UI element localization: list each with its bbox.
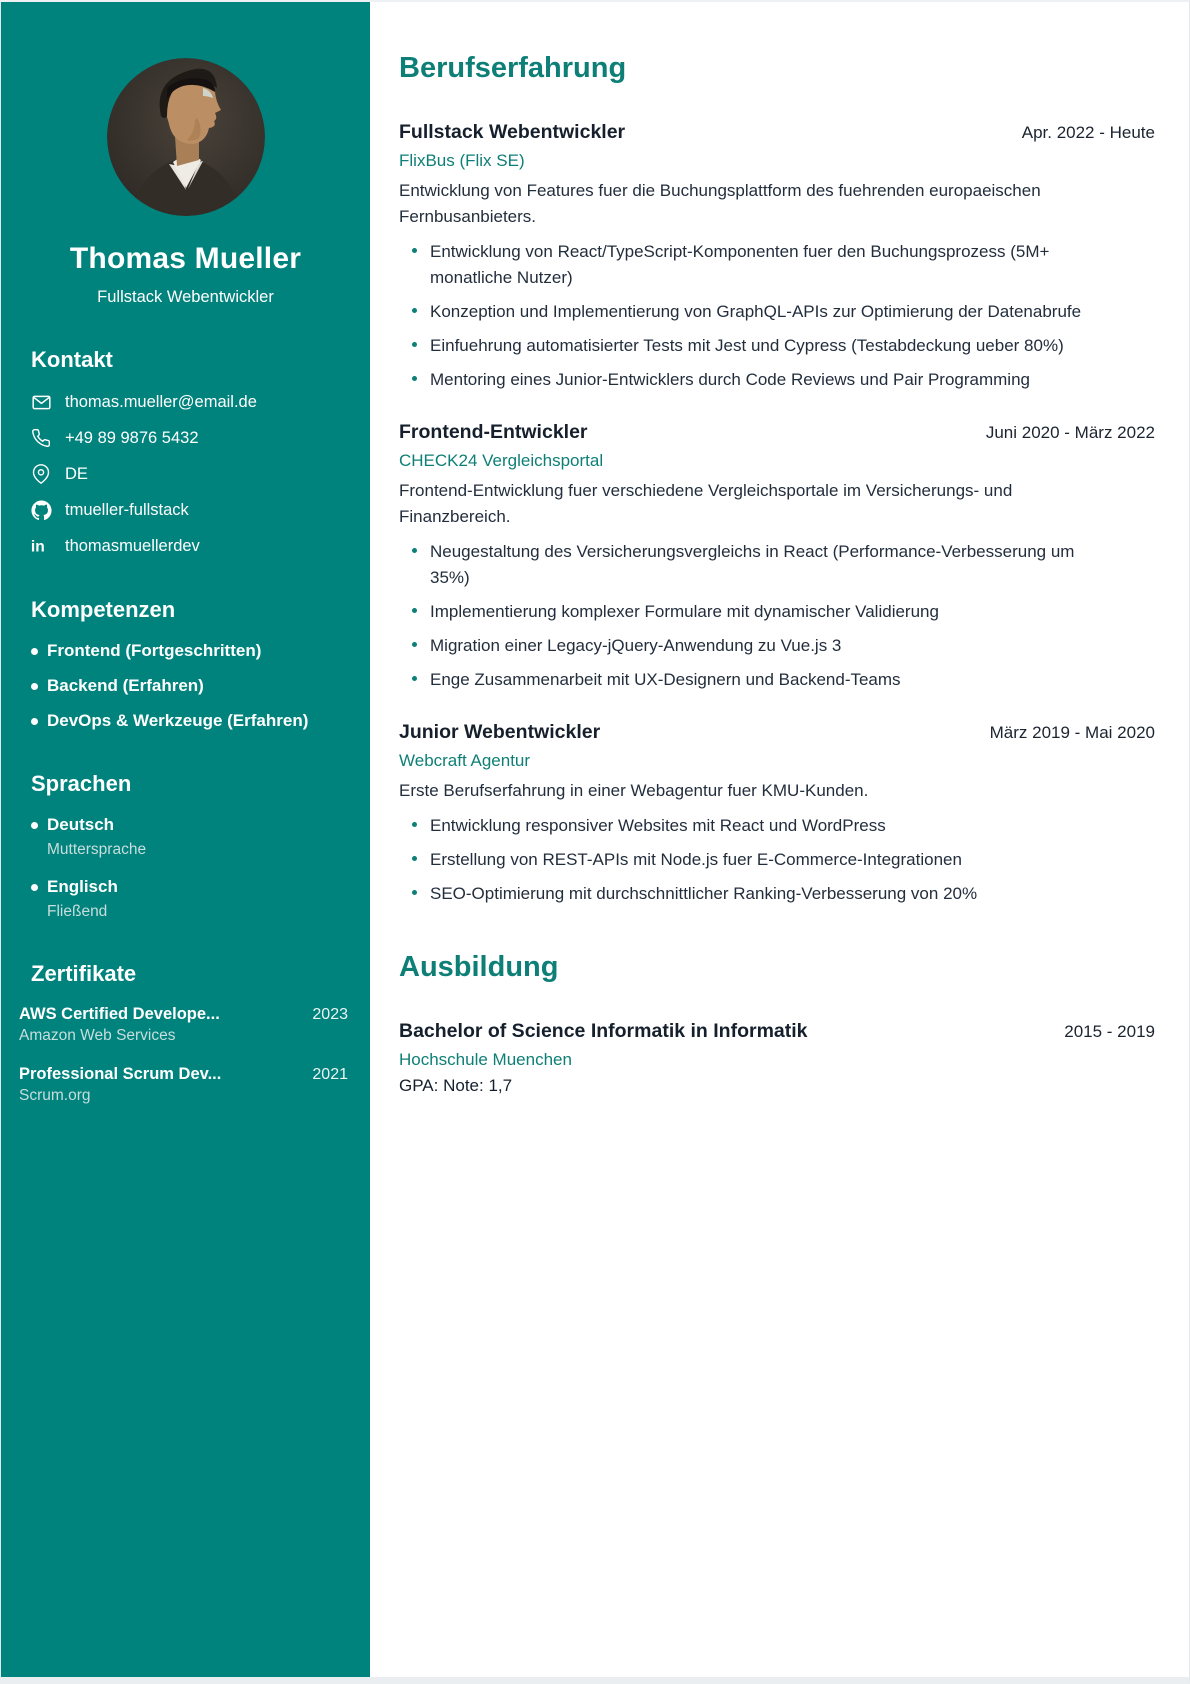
job-summary: Erste Berufserfahrung in einer Webagentur fuer KMU-Kunden. (399, 781, 869, 800)
job-bullet-text: Einfuehrung automatisierter Tests mit Jest und Cypress (Testabdeckung ueber 80%) (430, 336, 1064, 355)
job-bullet (399, 881, 1106, 907)
job-bullet-text: Neugestaltung des Versicherungsvergleichs in React (Performance-Verbesserung um 35%) (430, 542, 1075, 587)
profile-photo (107, 58, 265, 216)
contact-github-value: tmueller-fullstack (65, 500, 189, 519)
language-name: Deutsch (47, 815, 115, 834)
person-title: Fullstack Webentwickler (97, 288, 274, 306)
bullet-dot-icon (31, 683, 38, 690)
bullet-dot-icon (31, 822, 38, 829)
job-bullet (399, 847, 1106, 873)
contact-item-linkedin (1, 535, 370, 557)
bullet-dot-icon (412, 676, 417, 681)
certificate-issuer: Amazon Web Services (19, 1027, 176, 1044)
job-bullet-text: Konzeption und Implementierung von GraphQL-APIs zur Optimierung der Datenabrufe (430, 302, 1082, 321)
job-title: Fullstack Webentwickler (399, 121, 626, 143)
education-dates: 2015 - 2019 (1064, 1022, 1155, 1041)
contact-item-github (1, 499, 370, 521)
languages-list (1, 815, 370, 921)
person-name: Thomas Mueller (69, 242, 302, 275)
job-bullet (399, 667, 1106, 693)
bullet-dot-icon (412, 608, 417, 613)
job-dates: Juni 2020 - März 2022 (985, 423, 1155, 442)
certificate-year: 2023 (312, 1006, 348, 1023)
job-title: Frontend-Entwickler (399, 421, 588, 443)
experience-section-heading: Berufserfahrung (399, 52, 627, 84)
job-bullet (399, 367, 1106, 393)
main-content (370, 2, 1189, 1677)
job-entry (399, 121, 1155, 393)
job-bullet (399, 333, 1106, 359)
bullet-dot-icon (31, 884, 38, 891)
bullet-dot-icon (31, 648, 38, 655)
skill-label: DevOps & Werkzeuge (Erfahren) (47, 711, 309, 730)
skill-item (31, 641, 370, 661)
job-title: Junior Webentwickler (399, 721, 601, 743)
language-level: Fließend (47, 903, 108, 920)
bullet-dot-icon (31, 718, 38, 725)
languages-heading: Sprachen (31, 771, 132, 796)
job-entry (399, 721, 1155, 907)
mail-icon (30, 391, 52, 413)
job-company: FlixBus (Flix SE) (399, 151, 525, 170)
sidebar (1, 2, 370, 1677)
bullet-dot-icon (412, 856, 417, 861)
job-bullet (399, 299, 1106, 325)
job-bullet-list (399, 239, 1155, 393)
job-bullet (399, 813, 1106, 839)
bullet-dot-icon (412, 642, 417, 647)
job-dates: Apr. 2022 - Heute (1021, 123, 1155, 142)
skill-item (31, 711, 370, 731)
language-item (31, 877, 370, 921)
bullet-dot-icon (412, 822, 417, 827)
certificates-list (1, 1005, 370, 1105)
profile-photo-image (107, 58, 265, 216)
bullet-dot-icon (412, 342, 417, 347)
contact-heading: Kontakt (31, 347, 113, 372)
bullet-dot-icon (412, 248, 417, 253)
certificate-year: 2021 (312, 1066, 348, 1083)
certificate-item (19, 1065, 348, 1105)
contact-item-location (1, 463, 370, 485)
job-summary: Entwicklung von Features fuer die Buchungsplattform des fuehrenden europaeischen Fernbusanbieters. (399, 181, 1041, 226)
contact-email-value: thomas.mueller@email.de (65, 392, 257, 411)
certificate-item (19, 1005, 348, 1045)
github-icon (30, 499, 52, 521)
skills-heading: Kompetenzen (31, 597, 176, 622)
certificates-heading: Zertifikate (31, 961, 137, 986)
job-bullet-list (399, 813, 1155, 907)
job-bullet-text: Entwicklung responsiver Websites mit React und WordPress (430, 816, 886, 835)
certificate-issuer: Scrum.org (19, 1087, 91, 1104)
skill-label: Frontend (Fortgeschritten) (47, 641, 262, 660)
linkedin-icon (30, 535, 52, 557)
skill-label: Backend (Erfahren) (47, 676, 204, 695)
school-name: Hochschule Muenchen (399, 1050, 572, 1069)
certificate-name: Professional Scrum Dev... (19, 1065, 222, 1083)
job-bullet-list (399, 539, 1155, 693)
bullet-dot-icon (412, 376, 417, 381)
bullet-dot-icon (412, 308, 417, 313)
contact-item-email (1, 391, 370, 413)
contact-location-value: DE (65, 464, 88, 483)
contact-item-phone (1, 427, 370, 449)
language-level: Muttersprache (47, 841, 147, 858)
job-bullet-text: Mentoring eines Junior-Entwicklers durch Code Reviews und Pair Programming (430, 370, 1030, 389)
job-bullet (399, 599, 1106, 625)
certificate-name: AWS Certified Develope... (19, 1005, 220, 1023)
phone-icon (30, 427, 52, 449)
education-section-heading: Ausbildung (399, 951, 559, 983)
language-item (31, 815, 370, 859)
gpa-text: GPA: Note: 1,7 (399, 1076, 513, 1095)
degree-title: Bachelor of Science Informatik in Informatik (399, 1020, 808, 1042)
job-bullet (399, 239, 1106, 291)
job-summary: Frontend-Entwicklung fuer verschiedene Vergleichsportale im Versicherungs- und Finanzbereich. (399, 481, 1013, 526)
language-name: Englisch (47, 877, 118, 896)
job-bullet (399, 539, 1106, 591)
bullet-dot-icon (412, 548, 417, 553)
job-company: CHECK24 Vergleichsportal (399, 451, 604, 470)
job-bullet-text: Erstellung von REST-APIs mit Node.js fuer E-Commerce-Integrationen (430, 850, 962, 869)
bullet-dot-icon (412, 890, 417, 895)
skill-item (31, 676, 370, 696)
job-entry (399, 421, 1155, 693)
job-bullet-text: Enge Zusammenarbeit mit UX-Designern und Backend-Teams (430, 670, 901, 689)
job-bullet-text: Entwicklung von React/TypeScript-Komponenten fuer den Buchungsprozess (5M+ monatliche Nutzer) (430, 242, 1050, 287)
skills-list (1, 641, 370, 731)
contact-linkedin-value: thomasmuellerdev (65, 536, 200, 555)
contact-phone-value: +49 89 9876 5432 (65, 428, 199, 447)
location-icon (30, 463, 52, 485)
job-bullet-text: Implementierung komplexer Formulare mit dynamischer Validierung (430, 602, 939, 621)
job-dates: März 2019 - Mai 2020 (989, 723, 1155, 742)
job-bullet-text: Migration einer Legacy-jQuery-Anwendung zu Vue.js 3 (430, 636, 842, 655)
job-company: Webcraft Agentur (399, 751, 531, 770)
job-bullet (399, 633, 1106, 659)
svg-text:in: in (30, 538, 45, 556)
job-bullet-text: SEO-Optimierung mit durchschnittlicher Ranking-Verbesserung von 20% (430, 884, 978, 903)
education-entry (399, 1020, 1155, 1096)
